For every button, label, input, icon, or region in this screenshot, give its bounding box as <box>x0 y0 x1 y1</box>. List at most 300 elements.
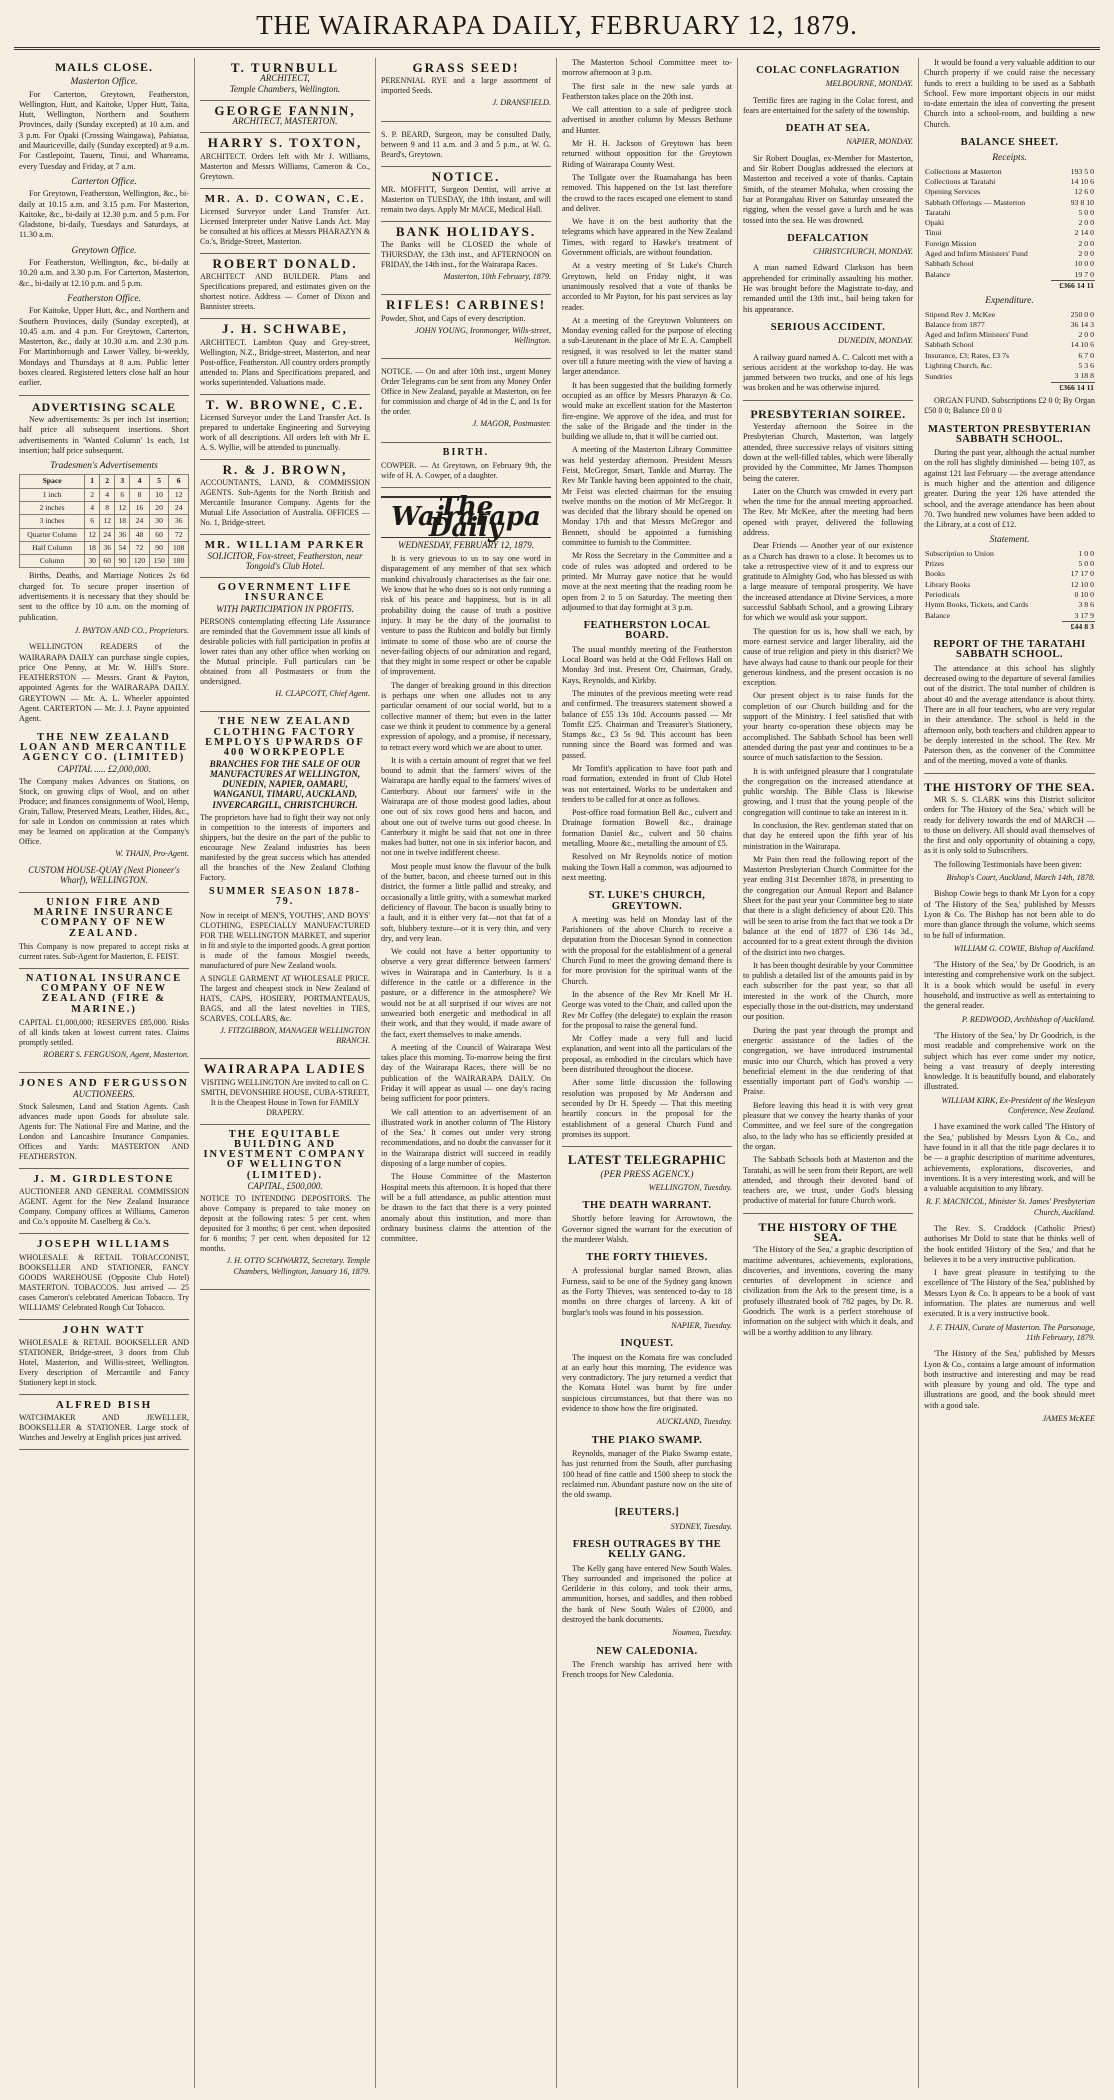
expenditure-table <box>924 310 1095 393</box>
rates-cell: 2 <box>85 488 100 501</box>
equitable-title: THE EQUITABLE BUILDING AND INVESTMENT COMPANY OF WELLINGTON (LIMITED). <box>203 1128 367 1181</box>
loan-address: CUSTOM HOUSE-QUAY (Next Pioneer's Wharf), WELLINGTON. <box>28 865 180 886</box>
cowan-text: Licensed Surveyor under Land Transfer Act. Licensed Interpreter under Native Lands Act. May be consulted at his offices at Messrs PHARAZYN & Co.'s, Bridge-Street, Masterton. <box>200 207 370 247</box>
tele-heading: FRESH OUTRAGES BY THE KELLY GANG. <box>572 1539 722 1561</box>
ledger-amount: 3 8 6 <box>1078 600 1094 610</box>
board-paragraph: Post-office road formation Bell &c., culvert and Drainage formation Bowell &c., drainage formation Daniel &c., culvert and 50 chains metalling, Moore &c., metalling the amount of £5. <box>562 808 732 849</box>
rates-cell: 36 <box>100 541 115 554</box>
accident-heading: SERIOUS ACCIDENT. <box>770 321 886 333</box>
news-paragraph: Mr Ross the Secretary in the Committee and a code of rules was adopted and ordered to be printed. Mr Murray gave notice that he would move at the next meeting that the reading room be open from 2 to 5 on Saturday. The meeting then adjourned to that day fortnight at 3 p.m. <box>562 551 732 612</box>
grass-title: GRASS SEED! <box>412 60 520 75</box>
ledger-item: Sundries <box>925 371 953 381</box>
rates-cell: 10 <box>149 488 169 501</box>
testimonial-intro: The following Testimonials have been given: <box>934 859 1082 869</box>
ladies-title: WAIRARAPA LADIES <box>203 1061 367 1077</box>
receipts-table <box>924 167 1095 292</box>
browne-title: T. W. BROWNE, C.E. <box>205 396 365 412</box>
ledger-amount: 250 0 0 <box>1070 309 1094 319</box>
table-row <box>924 259 1095 269</box>
rates-cell: Half Column <box>20 541 85 554</box>
soiree-paragraph: Our present object is to raise funds for the completion of our Church building and for the support of the Ministry. I feel satisfied that with your hearty co-operation these objects may be accomplished. The Sabbath School has been well attended during the past year and continues to be a source of much satisfaction to the Session. <box>743 691 913 763</box>
ledger-item: Foreign Mission <box>925 238 977 248</box>
loan-text: The Company makes Advances on Stations, on Stock, on growing clips of Wool, and on other Produce; and finances consignments of Wool, Hemp, Grain, Tallow, Preserved Meats, Leather, Hides, &c., for sale in London on commission at rates which may be learned on application at the Company's Office. <box>19 776 189 846</box>
defalcation-place: CHRISTCHURCH, MONDAY. <box>812 247 913 257</box>
birth-title: BIRTH. <box>442 446 490 458</box>
turnbull-ad <box>200 58 370 101</box>
rates-row <box>20 541 189 554</box>
page-masthead: THE WAIRARAPA DAILY, FEBRUARY 12, 1879. <box>14 10 1100 50</box>
ledger-item: Collections at Taratahi <box>925 176 996 186</box>
ledger-total: £44 8 3 <box>1062 621 1095 632</box>
testimonial: 'The History of the Sea,' published by Messrs Lyon & Co., contains a large amount of information both instructive and interesting and may be read with pleasure by young and old. The type and illustrations are good, and the book should meet with a good sale. <box>924 1349 1095 1410</box>
death-heading: DEATH AT SEA. <box>785 123 871 135</box>
clothing-title: THE NEW ZEALAND CLOTHING FACTORY EMPLOYS UPWARDS OF 400 WORKPEOPLE <box>205 716 365 759</box>
tele-place: AUCKLAND, Tuesday. <box>656 1417 732 1427</box>
brown-title: R. & J. BROWN, <box>222 461 348 477</box>
rifles-ad <box>381 295 551 359</box>
govt-title: GOVERNMENT LIFE INSURANCE <box>217 582 353 604</box>
ledger-item: Taratahi <box>925 207 951 217</box>
williams-text: WHOLESALE & RETAIL TOBACCONIST, BOOKSELLER AND STATIONER, FANCY GOODS WAREHOUSE (Opposite Club Hotel) MASTERTON. TOBACCOS. Just arrived — 25 cases Cameron's celebrated American Tobacco. Try WILLIAMS' Celebrated Rough Cut Tobacco. <box>19 1252 189 1312</box>
ledger-item: Tinui <box>925 228 942 238</box>
rates-cell: 108 <box>169 541 189 554</box>
tele-place: SYDNEY, Tuesday. <box>670 1521 732 1531</box>
ledger-item: Stipend Rev J. McKee <box>925 309 996 319</box>
rates-cell: 4 <box>100 488 115 501</box>
column-3 <box>376 58 557 2088</box>
board-paragraph: The usual monthly meeting of the Featherston Local Board was held at the Odd Fellows Hall on Monday 3rd inst. Present Orr, Chairman, Grady, Kays, Reynolds, and Kirkby. <box>562 644 732 685</box>
girdlestone-text: AUCTIONEER AND GENERAL COMMISSION AGENT. Agent for the New Zealand Insurance Company. Company offices at Williams, Cameron and Co.'s opposite M. Caselberg & Co.'s. <box>19 1187 189 1227</box>
agents-text: WELLINGTON READERS of the WAIRARAPA DAILY can purchase single copies, price One Penny, at Mr. W. Hill's Store. FEATHERSTON — Messrs. Grant & Payton, appointed Agents for the WAIRARAPA DAILY. GREYTOWN — Mr. A. L. Wheeler appointed Agent. CARTERTON — Mr. J. J. Payne appointed Agent. <box>19 642 189 724</box>
table-row <box>924 320 1095 330</box>
editorial-paragraph: The House Committee of the Masterton Hospital meets this afternoon. It is hoped that there will be a full attendance, as public attention must be drawn to the fact that there is a very pointed anomaly about this institution, and more than ordinary business claims the attention of the committee. <box>381 1172 551 1244</box>
rates-cell: 48 <box>130 528 150 541</box>
soiree-paragraph: In conclusion, the Rev. gentleman stated that on that day he entered upon the fifth year of his ministration in the Wairarapa. <box>743 821 913 851</box>
grass-text: PERENNIAL RYE and a large assortment of imported Seeds. <box>381 76 551 96</box>
defalcation-heading: DEFALCATION <box>787 232 869 244</box>
taratahi-school-heading: REPORT OF THE TARATAHI SABBATH SCHOOL. <box>933 639 1086 661</box>
tele-paragraph: The Kelly gang have entered New South Wales. They surrounded and imprisoned the police at Gerilderie in this colony, and took their arms, ammunition, horses, and saddles, and then robbed the bank of New South Wales of £2000, and destroyed the bank documents. <box>562 1563 732 1625</box>
rates-cell: 120 <box>130 555 150 568</box>
carterton-office-text: For Greytown, Featherston, Wellington, &c., bi-daily at 10.15 a.m. and 3.15 p.m. For Masterton, Kaitoke, &c., bi-daily at 12.30 p.m. and 5 p.m. For Gladstone, bi-daily, Tuesdays and Saturdays, at 11.30 a.m. <box>19 189 189 240</box>
ledger-item: Books <box>925 569 945 579</box>
rates-cell: 1 inch <box>20 488 85 501</box>
table-row <box>924 351 1095 361</box>
govt-insurance-ad <box>200 578 370 712</box>
rates-cell: 150 <box>149 555 169 568</box>
ledger-amount: 19 7 0 <box>1074 269 1094 279</box>
rates-cell: 6 <box>115 488 130 501</box>
rates-cell: 24 <box>130 515 150 528</box>
ledger-item: Periodicals <box>925 589 960 599</box>
divider <box>924 773 1095 774</box>
table-row <box>924 177 1095 187</box>
sabbath-school-heading: MASTERTON PRESBYTERIAN SABBATH SCHOOL. <box>927 423 1091 445</box>
rates-cell: 72 <box>130 541 150 554</box>
testimonial: I have examined the work called 'The History of the Sea,' published by Messrs Lyon & Co., and have found in it all that the title page declares it to be — a graphic description of maritime adventures, achievements, explorations, discoveries, and inventions. It is a very interesting work, and will be a valuable acquisition to any library. <box>924 1122 1095 1194</box>
table-row <box>924 208 1095 218</box>
rates-cell: 36 <box>115 528 130 541</box>
parker-ad <box>200 535 370 578</box>
rates-cell: 60 <box>149 528 169 541</box>
table-row <box>924 621 1095 632</box>
divider <box>743 1213 913 1214</box>
tele-paragraph: The French warship has arrived here with French troops for New Caledonia. <box>562 1659 732 1680</box>
fannin-text: ARCHITECT, MASTERTON. <box>232 116 338 127</box>
local-board-heading: FEATHERSTON LOCAL BOARD. <box>583 620 711 642</box>
donald-ad <box>200 254 370 319</box>
rates-cell: 18 <box>115 515 130 528</box>
greytown-office-text: For Featherston, Wellington, &c., bi-daily at 10.20 a.m. and 3.30 p.m. For Carterton, Masterton, &c., bi-daily at 12.10 p.m. and 5 p.m. <box>19 258 189 288</box>
rates-cell: 90 <box>149 541 169 554</box>
williams-title: JOSEPH WILLIAMS <box>36 1238 172 1251</box>
soiree-paragraph: The Sabbath Schools both at Masterton and the Taratahi, as will be seen from their Report, are well attended, and through their devoted band of teachers are, we trust, under God's blessing productive of material for future Church work. <box>743 1155 913 1206</box>
rates-header: 4 <box>130 475 150 488</box>
pmg-sign: J. MAGOR, Postmaster. <box>472 419 551 429</box>
testimonial: 'The History of the Sea,' by Dr Goodrich, is an interesting and comprehensive work on the subject. It is a book which would be useful in every household, and instructive as well as entertaining to the general reader. <box>924 960 1095 1011</box>
rates-cell: 2 inches <box>20 501 85 514</box>
cowan-title: MR. A. D. COWAN, C.E. <box>204 192 366 205</box>
tele-place: WELLINGTON, Tuesday. <box>648 1182 732 1192</box>
schwabe-ad <box>200 319 370 394</box>
birth-text: COWPER. — At Greytown, on February 9th, the wife of H. A. Cowper, of a daughter. <box>381 460 551 480</box>
girdlestone-title: J. M. GIRDLESTONE <box>33 1172 175 1185</box>
grass-sign: J. DRANSFIELD. <box>492 98 551 108</box>
testimonial: The Rev. S. Craddock (Catholic Priest) authorises Mr Dold to state that he thinks well of the book entitled 'History of the Sea,' and that he believes it to be a very instructive publication. <box>924 1223 1095 1264</box>
receipts-label: Receipts. <box>992 153 1027 164</box>
carterton-office-heading: Carterton Office. <box>71 176 137 187</box>
featherston-office-heading: Featherston Office. <box>67 293 141 304</box>
table-row <box>924 249 1095 259</box>
mails-close-title: MAILS CLOSE. <box>54 60 154 74</box>
church-paragraph: Mr Coffey made a very full and lucid explanation, and went into all the particulars of the proposal, as embodied in the circulars which have been distributed throughout the diocese. <box>562 1034 732 1075</box>
rates-cell: 60 <box>100 555 115 568</box>
bish-text: WATCHMAKER AND JEWELLER, BOOKSELLER & STATIONER. Large stock of Watches and Jewelry at English prices just arrived. <box>19 1413 189 1443</box>
rates-cell: 8 <box>100 501 115 514</box>
ledger-amount: 2 0 0 <box>1078 238 1094 248</box>
taratahi-school-paragraph: The attendance at this school has slightly decreased owing to the departure of several families out of the district. The total number of children is about 40 and the average attendance is about thirty. There are in all four teachers, who are very regular in their attendance. The school is held in the afternoon only, both teachers and children appear to be deeply interested in the school. The Rev. Mr Paterson then, as the convener of the Committee and of the meeting, moved a vote of thanks. <box>924 663 1095 766</box>
fannin-ad <box>200 101 370 134</box>
table-row <box>924 198 1095 208</box>
rifles-title: RIFLES! CARBINES! <box>385 297 547 313</box>
rates-cell: 90 <box>115 555 130 568</box>
news-paragraph: At a meeting of the Greytown Volunteers on Monday evening called for the purpose of electing a sub-Lieutenant in the place of Mr E. A. Campbell resigned, it was resolved to let the matter stand over till a future meeting with the view of having a larger attendance. <box>562 315 732 377</box>
table-row <box>924 559 1095 569</box>
column-6 <box>919 58 1100 2088</box>
expenditure-label: Expenditure. <box>985 296 1034 307</box>
rates-cell: 8 <box>130 488 150 501</box>
ledger-amount: 5 3 6 <box>1078 361 1094 371</box>
bank-text: The Banks will be CLOSED the whole of THURSDAY, the 13th inst., and AFTERNOON on FRIDAY, the 14th inst., for the Wairarapa Races. <box>381 240 551 270</box>
telegraphic-sub: (PER PRESS AGENCY.) <box>600 1170 694 1181</box>
divider <box>743 400 913 401</box>
ledger-amount: 17 17 0 <box>1070 569 1094 579</box>
govt-text: PERSONS contemplating effecting Life Assurance are reminded that the Government issue all kinds of desirable policies with full participation in profits at lower rates than any other office when working on the Mutual principle. Full particulars can be obtained from all Postmasters or from the undersigned. <box>200 617 370 687</box>
rates-cell: 4 <box>85 501 100 514</box>
rifles-text: Powder, Shot, and Caps of every description. <box>381 313 526 323</box>
testimonial-sign: WILLIAM KIRK, Ex-President of the Wesleyan Conference, New Zealand. <box>941 1095 1095 1116</box>
news-paragraph: The Tollgate over the Ruamahanga has been removed. This happened on the 1st last therefore the crowd to the races escaped one element to stand and deliver. <box>562 172 732 213</box>
loan-agency-ad <box>19 728 189 893</box>
union-text: This Company is now prepared to accept risks at current rates. Sub-Agent for Masterton, E. FEIST. <box>19 941 189 961</box>
ledger-amount: 36 14 3 <box>1070 319 1094 329</box>
news-paragraph: At a vestry meeting of St Luke's Church Greytown, held on Friday night, it was unanimously resolved that a vote of thanks be accorded to Mr Payton, for his past services as lay reader. <box>562 261 732 312</box>
rates-cell: 6 <box>85 515 100 528</box>
national-title: NATIONAL INSURANCE COMPANY OF NEW ZEALAND (FIRE & MARINE.) <box>25 972 183 1015</box>
publishers-sign: J. PAYTON AND CO., Proprietors. <box>74 625 189 635</box>
ledger-amount: 14 10 6 <box>1070 340 1094 350</box>
ledger-item: Lighting Church, &c. <box>925 361 993 371</box>
clothing-factory-ad <box>200 712 370 1059</box>
parker-text: SOLICITOR, Fox-street, Featherston, near Tongoid's Club Hotel. <box>207 550 363 571</box>
ledger-amount: 193 5 0 <box>1070 166 1094 176</box>
soiree-paragraph: It has been thought desirable by your Committee to publish a detailed list of the amounts paid in by each subscriber for the past year, so that all interested in the work of the Church, more especially those in the out-districts, may understand our position. <box>743 960 913 1022</box>
equitable-text: NOTICE TO INTENDING DEPOSITORS. The above Company is prepared to take money on deposit at the following rates: 5 per cent. when deposited for 3 months; 6 per cent. when deposited for 6 months; 7 per cent. when deposited for 12 months. <box>200 1194 370 1254</box>
loan-capital: CAPITAL ..... £2,000,000. <box>57 763 151 774</box>
divider <box>19 395 189 396</box>
rates-header: Space <box>20 475 85 488</box>
newspaper-page <box>14 10 1100 2090</box>
pmg-text: NOTICE. — On and after 10th inst., urgent Money Order Telegrams can be sent from any Money Order Office in New Zealand, payable at Masterton, on fee for commission and charge of 4d in the £, and 1s for the order. <box>381 367 551 417</box>
telegraphic-heading: LATEST TELEGRAPHIC <box>567 1152 727 1168</box>
soiree-paragraph: Before leaving this head it is with very great pleasure that we convey the hearty thanks of your Committee, and we feel sure of the congregation also, to the lady who has so efficiently presided at the organ. <box>743 1100 913 1151</box>
ledger-item: Sabbath School <box>925 259 974 269</box>
ledger-item: Aged and Infirm Ministers' Fund <box>925 330 1028 340</box>
ledger-amount: 2 0 0 <box>1078 218 1094 228</box>
church-paragraph: After some little discussion the following resolution was proposed by Mr Anderson and seconded by Dr H. Speedy — That this meeting heartily concurs in the proposal for the establishment of a general Church Fund and promises its support. <box>562 1078 732 1139</box>
testimonial-sign: R. F. MACNICOL, Minister St. James' Presbyterian Church, Auckland. <box>925 1197 1095 1217</box>
table-row <box>924 187 1095 197</box>
masterton-office-text: For Carterton, Greytown, Featherston, Wellington, Hutt, and Kaitoke, Upper Hutt, Taita, Hutt, Wellington, Northern and Southern Provinces, daily (Sunday excepted) at 10 a.m. and 3 p.m. For Opaki (Crossing Waingawa), Pahiatua, and Mauriceville, daily (Sunday excepted) at 9 a.m. For Castlepoint, Taueru, Tinui, and Whareama, every Tuesday and Friday, at 7 a.m. <box>19 89 189 171</box>
testimonial: I have great pleasure in testifying to the excellence of 'The History of the Sea,' published by Messrs Lyon & Co. It appears to be a book of vast information. The plates are numerous and well executed. It is a very instructive book. <box>924 1268 1095 1319</box>
editorial-paragraph: It is very grievous to us to say one word in disparagement of any member of that sex which mankind chivalrously characterises as the fair one. We know that he who does so is not only running a risk of his peace and happiness, but is in all probability doing the cause of truth a positive injury. It may be the duty of the journalist to venture to pass the Rubicon and boldly but firmly intimate to some of those who are of course the never-failing objects of our admiration and regard, that they might in some respect or other be capable of improvement. <box>381 554 551 677</box>
tele-place: NAPIER, Tuesday. <box>671 1320 732 1330</box>
advertising-scale-title: ADVERTISING SCALE <box>31 399 177 414</box>
rifles-sign: JOHN YOUNG, Ironmonger, Wills-street, Wellington. <box>415 325 551 346</box>
news-paragraph: It has been suggested that the building formerly occupied as an office by Messrs Pharazyn & Co. would make an excellent station for the Masterton fire-engine. We approve of the idea, and trust for the sake of the Brigade and the tinder in the building we allude to, that it will be carried out. <box>562 380 732 442</box>
fire-heading: COLAC CONFLAGRATION <box>756 65 900 76</box>
news-paragraph: We call attention to a sale of pedigree stock advertised in another column by Messrs Bethune and Hunter. <box>562 105 732 135</box>
ledger-amount: 3 17 9 <box>1074 610 1094 620</box>
ledger-item: Hymn Books, Tickets, and Cards <box>925 600 1029 610</box>
testimonial-sign: P. REDWOOD, Archbishop of Auckland. <box>961 1014 1095 1024</box>
table-row <box>924 569 1095 579</box>
editorial-paragraph: We could not have a better opportunity to observe a very great difference between farmers' wives in Wairarapa and in Canterbury. Is it a difference in the cattle or a difference in the pasture, or a difference in the atmosphere? We would not be at all surprised if our wives are not unwearied both energetic and methodical in all their work, and that they would, if made aware of the fact, exert themselves to make amends. <box>381 947 551 1039</box>
ledger-item: Opaki <box>925 218 945 228</box>
jones-fergusson-ad <box>19 1073 189 1169</box>
ladies-text: VISITING WELLINGTON Are invited to call on C. SMITH, DEVONSHIRE HOUSE, CUBA-STREET, It is the Cheapest House in Town for FAMILY DRAPERY. <box>200 1077 370 1117</box>
tele-paragraph: A professional burglar named Brown, alias Furness, said to be one of the Sydney gang known as the Forty Thieves, was sentenced to-day to 18 months on three charges of larceny. A kit of burglar's tools was found in his possession. <box>562 1266 732 1317</box>
donald-title: ROBERT DONALD. <box>212 256 358 272</box>
church-paragraph: In the absence of the Rev Mr Knell Mr H. George was voted to the Chair, and called upon the Rev Mr Coffey (the delegate) to explain the reason for the proposal to raise the general fund. <box>562 989 732 1030</box>
table-row <box>924 228 1095 238</box>
column-5 <box>738 58 919 2088</box>
defalcation-paragraph: A man named Edward Clarkson has been apprehended for criminally assaulting his mother. He was brought before the Magistrate to-day, and remanded until the 13th inst., bail being taken for his appearance. <box>743 263 913 314</box>
bish-title: ALFRED BISH <box>55 1398 153 1411</box>
ledger-item: Collections at Masterton <box>925 166 1002 176</box>
rates-cell: 3 inches <box>20 515 85 528</box>
soiree-heading: PRESBYTERIAN SOIREE. <box>750 406 906 421</box>
rates-header: 2 <box>100 475 115 488</box>
column-4 <box>557 58 738 2088</box>
testimonial-sign: WILLIAM G. COWIE, Bishop of Auckland. <box>953 943 1095 953</box>
ledger-total: £366 14 11 <box>1051 280 1095 291</box>
postmaster-notice-ad <box>381 359 551 442</box>
table-row <box>924 239 1095 249</box>
rates-cell: 24 <box>100 528 115 541</box>
rates-cell: 12 <box>169 488 189 501</box>
govt-sign: H. CLAPCOTT, Chief Agent. <box>275 689 370 699</box>
brown-ad <box>200 460 370 535</box>
tele-heading: THE PIAKO SWAMP. <box>591 1434 703 1446</box>
testimonial: Bishop Cowie begs to thank Mr Lyon for a copy of 'The History of the Sea,' published by Messrs Lyon & Co. The Bishop has not been able to do more than glance through the volume, which seems to be full of information. <box>924 889 1095 940</box>
soiree-paragraph: Mr Pain then read the following report of the Masterton Presbyterian Church Committee for the year ending 31st December 1878, in presenting to the congregation our Annual Report and Balance Sheet for the past year your Committee beg to state that there is a slight deficiency of about £20. This will be seen to arise from the fact that we took a Dr balance at the end of 1877 of £36 14s 3d., accounted for to a great extent through the division of the district into two charges. <box>743 854 913 957</box>
rates-row <box>20 555 189 568</box>
tele-paragraph: Reynolds, manager of the Piako Swamp estate, has just returned from the South, after purchasing 100 head of fine cattle and 1500 sheep to stock the reclaimed run. Abundant pasture now on the site of the old swamp. <box>562 1448 732 1500</box>
fire-paragraph: Terrific fires are raging in the Colac forest, and fears are entertained for the safety of the township. <box>743 95 913 115</box>
table-row <box>924 340 1095 350</box>
rates-row <box>20 501 189 514</box>
turnbull-sub: ARCHITECT, <box>260 73 310 84</box>
ledger-item: Sabbath Offerings — Masterton <box>925 197 1026 207</box>
table-row <box>924 310 1095 320</box>
board-paragraph: Resolved on Mr Reynolds notice of motion making the Town Hall a common, was adjourned to next meeting. <box>562 852 732 882</box>
ledger-amount: 12 6 0 <box>1074 187 1094 197</box>
clothing-text: The proprietors have had to fight their way not only in competition to the interests of importers and shippers, but the desire on the part of the public to encourage New Zealand industries has been manifested by the great success which has attended all the branches of the New Zealand Clothing Factory. <box>200 813 370 883</box>
table-row <box>924 361 1095 371</box>
ledger-item: Insurance, £3; Rates, £3 7s <box>925 350 1010 360</box>
table-row <box>924 580 1095 590</box>
history-sea-ad-heading: THE HISTORY OF THE SEA. <box>924 779 1095 794</box>
ledger-item: Sabbath School <box>925 340 974 350</box>
cowan-ad <box>200 189 370 254</box>
rates-cell: 30 <box>85 555 100 568</box>
accident-place: DUNEDIN, MONDAY. <box>838 336 913 346</box>
rates-cell: 24 <box>169 501 189 514</box>
brown-text: ACCOUNTANTS, LAND, & COMMISSION AGENTS. Sub-Agents for the North British and Mercantile Insurance Company. Agents for the Mutual Life Association of Australia. OFFICES — No. 1, Bridge-street. <box>200 478 370 528</box>
testimonial: 'The History of the Sea,' by Dr Goodrich, is the most readable and comprehensive work on the subject which has ever come under my notice, being a vast treasury of deeply interesting knowledge. It is beautifully bound, and elaborately illustrated. <box>924 1030 1095 1092</box>
history-sea-heading: THE HISTORY OF THE SEA. <box>758 1219 898 1244</box>
church-fund-paragraph: It would be found a very valuable addition to our Church property if we could raise the necessary funds to erect a building to be used as a Sabbath School. Few more important objects in our midst to-date entertain the idea of converting the present Church into a school-room, and building a new Church. <box>924 58 1095 129</box>
govt-sub: WITH PARTICIPATION IN PROFITS. <box>216 603 354 614</box>
ledger-item: Balance from 1877 <box>925 319 985 329</box>
balance-sheet-heading: BALANCE SHEET. <box>960 137 1059 149</box>
rates-header: 3 <box>115 475 130 488</box>
browne-ad <box>200 395 370 460</box>
column-1 <box>14 58 195 2088</box>
table-row <box>924 330 1095 340</box>
sabbath-school-paragraph: During the past year, although the actual number on the roll has slightly diminished — being 107, as against 121 last February — the average attendance is much higher and the attention and diligence greater. During the year 126 have attended the school, and the average attendance has been about 70. Two hundred new volumes have been added to the Library, at a cost of £12. <box>924 448 1095 530</box>
ledger-item: Balance <box>925 269 951 279</box>
ledger-item: Subscription to Union <box>925 548 994 558</box>
grass-seed-ad <box>381 58 551 122</box>
news-paragraph: The first sale in the new sale yards at Featherston takes place on the 20th inst. <box>562 81 732 101</box>
rates-cell: 16 <box>130 501 150 514</box>
national-agent: ROBERT S. FERGUSON, Agent, Masterton. <box>43 1050 189 1060</box>
parker-title: MR. WILLIAM PARKER <box>204 539 366 552</box>
news-paragraph: The Masterton School Committee meet to-morrow afternoon at 3 p.m. <box>562 58 732 78</box>
ledger-amount: 5 0 0 <box>1078 207 1094 217</box>
summer-text: Now in receipt of MEN'S, YOUTHS', AND BOYS' CLOTHING, ESPECIALLY MANUFACTURED FOR THE WELLINGTON MARKET, and superior in fit and style to the imported goods. A great portion is made of the famous Mosgiel tweeds, manufactured of pure New Zealand wools. <box>200 910 370 970</box>
loan-agency-title: THE NEW ZEALAND LOAN AND MERCANTILE AGENCY CO. (LIMITED) <box>19 731 189 764</box>
newspaper-nameplate: The Wairarapa Daily <box>381 496 551 538</box>
soiree-paragraph: It is with unfeigned pleasure that I congratulate the congregation on the increased attendance at public worship. The Bible Class is likewise growing, and I trust that the young people of the congregation will continue to take an interest in it. <box>743 766 913 817</box>
testimonial-sign: JAMES McKEE <box>1042 1414 1095 1424</box>
columns <box>14 58 1100 2088</box>
table-row <box>924 590 1095 600</box>
ledger-amount: 0 10 0 <box>1074 589 1094 599</box>
editorial-dateline: WEDNESDAY, FEBRUARY 12, 1879. <box>397 539 534 550</box>
masterton-office-heading: Masterton Office. <box>70 77 138 88</box>
fannin-title: GEORGE FANNIN, <box>214 102 356 118</box>
table-row <box>924 280 1095 291</box>
testimonial-sign: J. F. THAIN, Curate of Masterton. The Parsonage, 11th February, 1879. <box>928 1322 1095 1342</box>
column-2 <box>195 58 376 2088</box>
rates-row <box>20 528 189 541</box>
tele-paragraph: The inquest on the Komata fire was concluded at an early hour this morning. The evidence was very contradictory. The jury returned a verdict that the Komata Hotel was burnt by fire under suspicious circumstances, but that there was no evidence to show how the fire originated. <box>562 1352 732 1414</box>
accident-paragraph: A railway guard named A. C. Calcott met with a serious accident at the workshop to-day. He was jammed between two trucks, and one of his legs was broken and he was otherwise injured. <box>743 352 913 393</box>
ledger-item: Balance <box>925 610 951 620</box>
rates-cell: 54 <box>115 541 130 554</box>
ledger-amount: 10 0 0 <box>1074 259 1094 269</box>
bish-ad <box>19 1395 189 1450</box>
testimonial-place: Bishop's Court, Auckland, March 14th, 1878. <box>946 873 1095 883</box>
rates-cell: 12 <box>85 528 100 541</box>
dentist-notice-ad <box>381 167 551 222</box>
rates-cell: Column <box>20 555 85 568</box>
national-text: CAPITAL £1,000,000; RESERVES £85,000. Risks of all kinds taken at lowest current rates. Claims promptly settled. <box>19 1018 189 1048</box>
board-paragraph: The minutes of the previous meeting were read and confirmed. The treasurers statement showed a balance of £55 13s 10d. Accounts passed — Mr Tomfit £25. Chairman and Treasurer's Stationery, Stamps &c., £3 5s 9d. This account has been running since the Board was formed and was passed. <box>562 688 732 760</box>
ledger-item: Library Books <box>925 579 971 589</box>
williams-ad <box>19 1234 189 1319</box>
editorial-paragraph: It is with a certain amount of regret that we feel bound to admit that the farmers' wives of the Wairarapa are hardly equal to the farmers' wives of Canterbury. About our farmers' wife in the Wairarapa are of those modest good ladies, about one out of six cows good hens and bacon, and about one out of twelve turns out good cheese. In Canterbury it might be said that not one in three makes bad butter, not one in six inferior bacon, and not one in twelve indifferent cheese. <box>381 755 551 858</box>
ledger-amount: 93 8 10 <box>1070 197 1094 207</box>
tele-place: Noumea, Tuesday. <box>672 1628 732 1638</box>
rates-cell: 36 <box>169 515 189 528</box>
ledger-amount: 12 10 0 <box>1070 579 1094 589</box>
ledger-amount: 3 18 8 <box>1074 371 1094 381</box>
ledger-amount: 2 0 0 <box>1078 330 1094 340</box>
tele-heading: THE FORTY THIEVES. <box>586 1252 708 1264</box>
board-paragraph: Mr Tomfit's application to have foot path and road formation, extended in front of Club Hotel was not entertained. Works to be undertaken and tenders to be called for at once as follows. <box>562 764 732 804</box>
table-row <box>924 549 1095 559</box>
tele-heading: NEW CALEDONIA. <box>596 1645 698 1657</box>
rates-cell: 72 <box>169 528 189 541</box>
rates-cell: 20 <box>149 501 169 514</box>
rates-row <box>20 515 189 528</box>
statement-table <box>924 549 1095 632</box>
summer-title: SUMMER SEASON 1878-79. <box>209 886 361 908</box>
beard-text: S. P. BEARD, Surgeon, may be consulted Daily, between 9 and 11 a.m. and 3 and 5 p.m., at W. G. Beard's, Greytown. <box>381 129 551 159</box>
ledger-amount: 1 0 0 <box>1078 548 1094 558</box>
watt-ad <box>19 1320 189 1395</box>
tele-paragraph: Shortly before leaving for Arrowtown, the Governor signed the warrant for the execution of the murderer Walsh. <box>562 1214 732 1244</box>
toxton-text: ARCHITECT. Orders left with Mr J. Williams, Masterton and Messrs Williams, Cameron & Co., Greytown. <box>200 151 370 181</box>
greytown-office-heading: Greytown Office. <box>71 245 137 256</box>
jones-text: Stock Salesmen, Land and Station Agents. Cash advances made upon Goods for absolute sale. Agents for: The National Fire and Marine, and the London and Lancashire Insurance Companies. Offices and Yards: MASTERTON AND FEATHERSTON. <box>19 1101 189 1161</box>
union-insurance-ad <box>19 893 189 969</box>
equitable-ad <box>200 1125 370 1290</box>
browne-text: Licensed Surveyor under the Land Transfer Act. Is prepared to undertake Engineering and Surveying work of all descriptions. All orders left with Mr E. A. S. Wyllie, will be attended to punctually. <box>200 412 370 452</box>
soiree-paragraph: Dear Friends — Another year of our existence as a Church has drawn to a close. It becomes us to take a retrospective view of it and to express our gratitude to Almighty God, who has blessed us with a large measure of temporal prosperity. We have the increased attendance at Divine Services, a more successful Sabbath School, and a growing Library for which we would ask your support. <box>743 541 913 623</box>
toxton-ad <box>200 133 370 188</box>
rates-header-row <box>20 475 189 488</box>
news-paragraph: A meeting of the Masterton Library Committee was held yesterday afternoon. President Messrs Feist, McGregor, Smart, Tankle and Murray. The Rev Mr Tankle having been appointed to the chair, Mr Feist was elected chairman for the ensuing twelve months on the motion of Mr McGregor. It was decided that the library should be opened on Monday 17th and that Messrs McGregor and Bennett, should be appointed a furnishing committee to furnish to the Committee. <box>562 445 732 548</box>
soiree-paragraph: Yesterday afternoon the Soiree in the Presbyterian Church, Masterton, was largely attended, three successive relays of visitors sitting down at the well-filled tables, which were liberally provided by the Committee, Mr James Thompson being the caterer. <box>743 422 913 483</box>
tradesmen-label: Tradesmen's Advertisements <box>50 461 158 472</box>
editorial-paragraph: A meeting of the Council of Wairarapa West takes place this morning. To-morrow being the first day of the Wairarapa Races, there will be no publication of the WAIRARAPA DAILY. On Friday it will appear as usual — one day's racing being sufficient for poor printers. <box>381 1042 551 1104</box>
organ-fund-text: ORGAN FUND. Subscriptions £2 0 0; By Organ £50 0 0; Balance £0 0 0 <box>924 395 1095 416</box>
